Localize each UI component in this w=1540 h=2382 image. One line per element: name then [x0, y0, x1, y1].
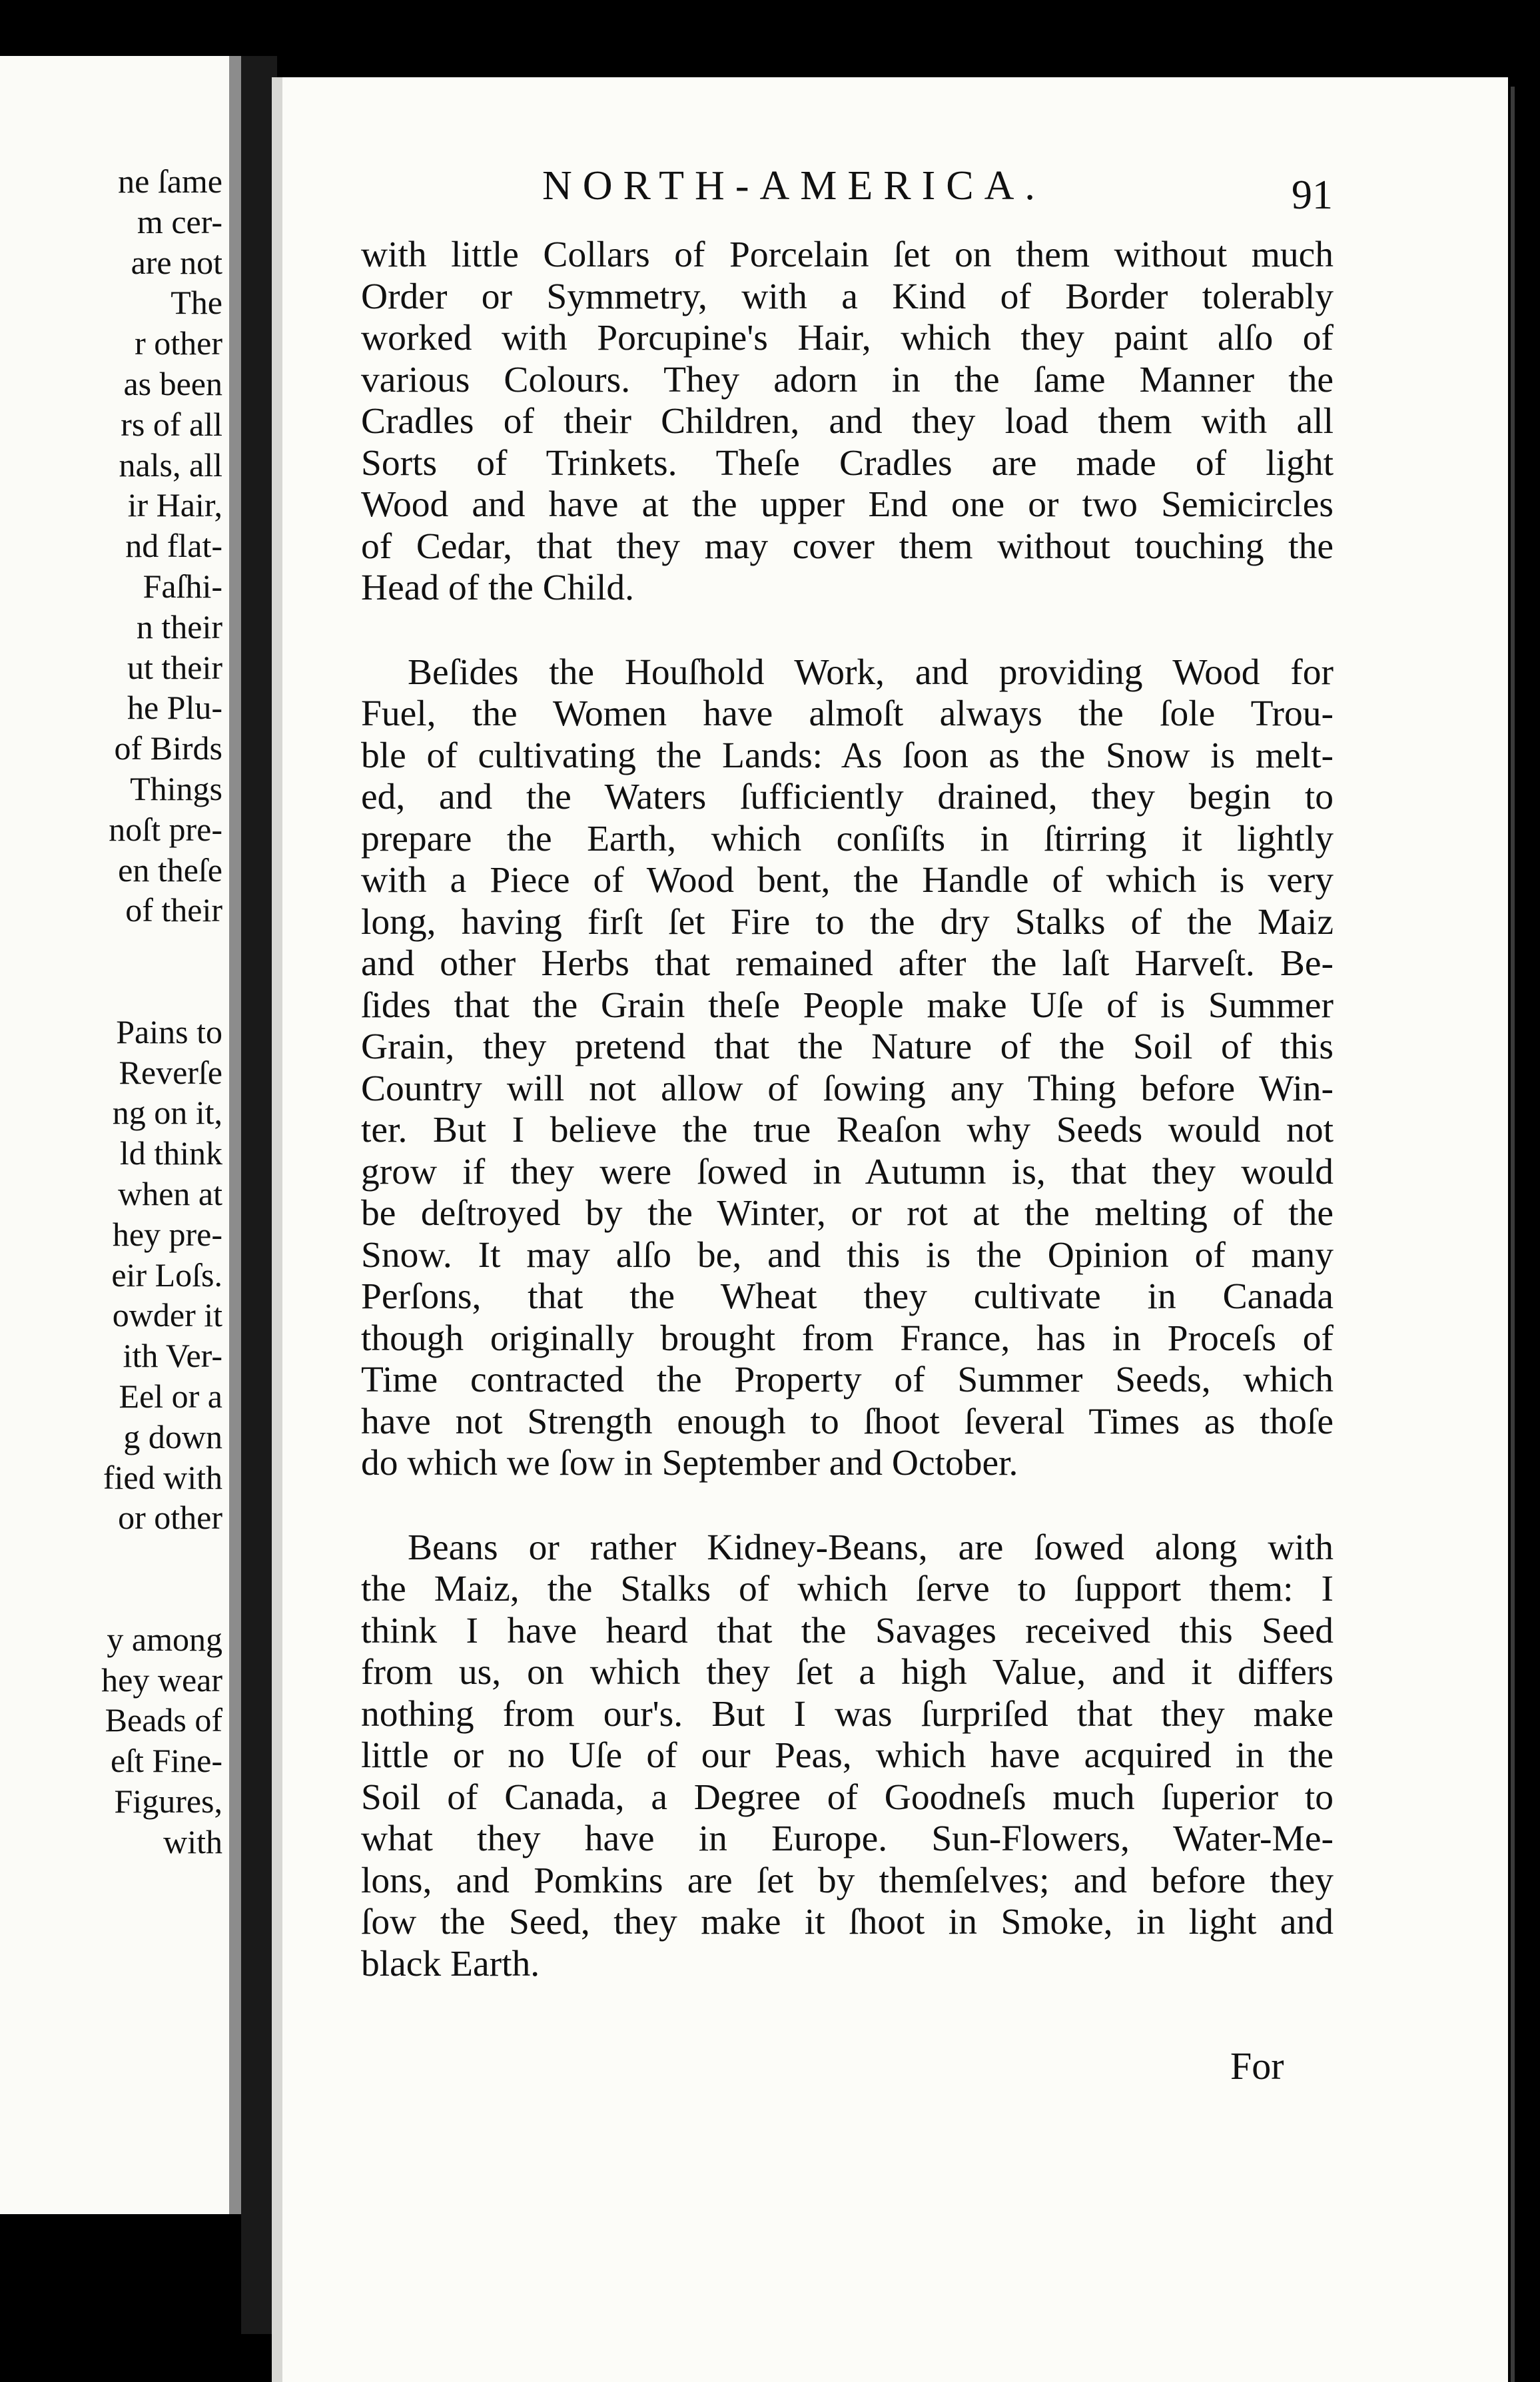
text-line: with little Collars of Porcelain ſet on them without much — [361, 234, 1334, 275]
left-page-line: en theſe — [118, 851, 222, 889]
text-line: of Cedar, that they may cover them without touching the — [361, 526, 1334, 567]
paragraph — [361, 1527, 1334, 1986]
left-page-line: owder it — [112, 1296, 222, 1334]
right-page — [272, 77, 1508, 2382]
left-page-line: Reverſe — [119, 1053, 222, 1091]
text-line: what they have in Europe. Sun-Flowers, Water-Me- — [361, 1818, 1334, 1859]
text-line: Country will not allow of ſowing any Thing before Win- — [361, 1068, 1334, 1109]
page-header — [282, 163, 1508, 216]
left-page-line: when at — [118, 1175, 222, 1212]
text-line: long, having firſt ſet Fire to the dry Stalks of the Maiz — [361, 901, 1334, 943]
left-page-line: as been — [123, 365, 222, 402]
text-line: various Colours. They adorn in the ſame Manner the — [361, 359, 1334, 400]
text-line: Beſides the Houſhold Work, and providing Wood for — [408, 651, 1334, 693]
text-line: Head of the Child. — [361, 568, 634, 608]
paragraph — [361, 652, 1334, 1485]
left-page-line: fied with — [103, 1458, 222, 1496]
text-line: worked with Porcupine's Hair, which they paint alſo of — [361, 318, 1334, 358]
left-page-line: ir Hair, — [127, 486, 222, 524]
text-line: the Maiz, the Stalks of which ſerve to ſupport them: I — [361, 1569, 1334, 1609]
text-line: Cradles of their Children, and they load them with all — [361, 401, 1334, 442]
left-page-line: nals, all — [119, 446, 222, 484]
paragraph-gap — [361, 1485, 1334, 1527]
left-page-line: m cer- — [137, 202, 222, 240]
text-line: ſides that the Grain theſe People make Uſe of is Summer — [361, 985, 1334, 1026]
text-line: Time contracted the Property of Summer Seeds, which — [361, 1360, 1334, 1400]
text-line: Sorts of Trinkets. Theſe Cradles are made of light — [361, 442, 1334, 484]
left-page-line: of their — [125, 891, 222, 929]
text-line: Snow. It may alſo be, and this is the Opinion of many — [361, 1234, 1334, 1276]
text-line: Grain, they pretend that the Nature of the Soil of this — [361, 1026, 1334, 1067]
text-line: Order or Symmetry, with a Kind of Border tolerably — [361, 276, 1334, 317]
text-line: have not Strength enough to ſhoot ſeveral Times as thoſe — [361, 1401, 1334, 1442]
left-page-line: n their — [136, 607, 222, 645]
text-line: prepare the Earth, which conſiſts in ſtirring it lightly — [361, 818, 1334, 859]
page-edge — [1508, 87, 1540, 2382]
text-line: Fuel, the Women have almoſt always the ſole Trou- — [361, 693, 1334, 734]
left-page-line: g down — [123, 1417, 222, 1455]
left-page-line: Pains to — [116, 1012, 222, 1050]
text-line: nothing from our's. But I was ſurpriſed that they make — [361, 1693, 1334, 1735]
left-page-line: Things — [130, 770, 222, 807]
text-line: Beans or rather Kidney-Beans, are ſowed along with — [408, 1527, 1334, 1568]
text-line: Soil of Canada, a Degree of Goodneſs much ſuperior to — [361, 1777, 1334, 1818]
text-line: black Earth. — [361, 1943, 540, 1984]
running-head: NORTH-AMERICA. — [542, 163, 1046, 208]
left-page-line: Faſhi- — [143, 568, 222, 605]
text-line: ter. But I believe the true Reaſon why Seeds would not — [361, 1110, 1334, 1150]
left-page-line: ld think — [119, 1134, 222, 1172]
left-page-line: eſt Fine- — [110, 1742, 222, 1780]
left-page-line: r other — [135, 324, 222, 362]
left-page-line: Figures, — [114, 1783, 222, 1820]
left-page-line: rs of all — [121, 405, 222, 443]
text-line: Wood and have at the upper End one or two Semicircles — [361, 484, 1334, 525]
left-page-line: noſt pre- — [109, 810, 222, 848]
text-line: from us, on which they ſet a high Value, and it differs — [361, 1652, 1334, 1693]
paragraph-gap — [361, 609, 1334, 652]
text-line: be deſtroyed by the Winter, or rot at the melting of the — [361, 1193, 1334, 1234]
text-line: grow if they were ſowed in Autumn is, that they would — [361, 1151, 1334, 1192]
text-line: little or no Uſe of our Peas, which have acquired in the — [361, 1735, 1334, 1776]
text-line: and other Herbs that remained after the laſt Harveſt. Be- — [361, 943, 1334, 984]
catchword: For — [1230, 2044, 1284, 2088]
text-line: do which we ſow in September and October. — [361, 1443, 1018, 1483]
left-page-line: with — [163, 1822, 222, 1860]
body-text — [361, 234, 1334, 1985]
text-line: lons, and Pomkins are ſet by themſelves; and before they — [361, 1860, 1334, 1901]
left-facing-page — [0, 56, 241, 2214]
text-line: with a Piece of Wood bent, the Handle of which is very — [361, 860, 1334, 901]
left-page-line: ne ſame — [118, 163, 222, 200]
left-page-line: Beads of — [105, 1701, 222, 1739]
left-page-line: of Birds — [114, 729, 222, 767]
left-page-line: ut their — [127, 648, 222, 686]
text-line: Perſons, that the Wheat they cultivate in Canada — [361, 1276, 1334, 1317]
left-page-line: Eel or a — [119, 1378, 222, 1415]
left-page-line: ng on it, — [112, 1094, 222, 1132]
text-line: ble of cultivating the Lands: As ſoon as the Snow is melt- — [361, 735, 1334, 776]
left-page-line: are not — [131, 243, 222, 281]
left-page-line: nd flat- — [125, 527, 222, 565]
text-line: though originally brought from France, has in Proceſs of — [361, 1318, 1334, 1359]
left-page-line: The — [171, 284, 222, 322]
text-line: ſow the Seed, they make it ſhoot in Smoke, in light and — [361, 1902, 1334, 1942]
text-line: ed, and the Waters ſufficiently drained, they begin to — [361, 777, 1334, 817]
page-number: 91 — [1292, 173, 1333, 218]
left-page-line: hey pre- — [112, 1215, 222, 1253]
left-page-line: ith Ver- — [123, 1337, 222, 1375]
left-page-line: eir Loſs. — [111, 1256, 222, 1294]
text-line: think I have heard that the Savages received this Seed — [361, 1610, 1334, 1651]
paragraph — [361, 234, 1334, 609]
left-page-line: y among — [107, 1620, 222, 1658]
left-page-line: or other — [118, 1499, 222, 1537]
left-page-line: hey wear — [101, 1661, 222, 1699]
left-page-line: he Plu- — [127, 689, 222, 727]
